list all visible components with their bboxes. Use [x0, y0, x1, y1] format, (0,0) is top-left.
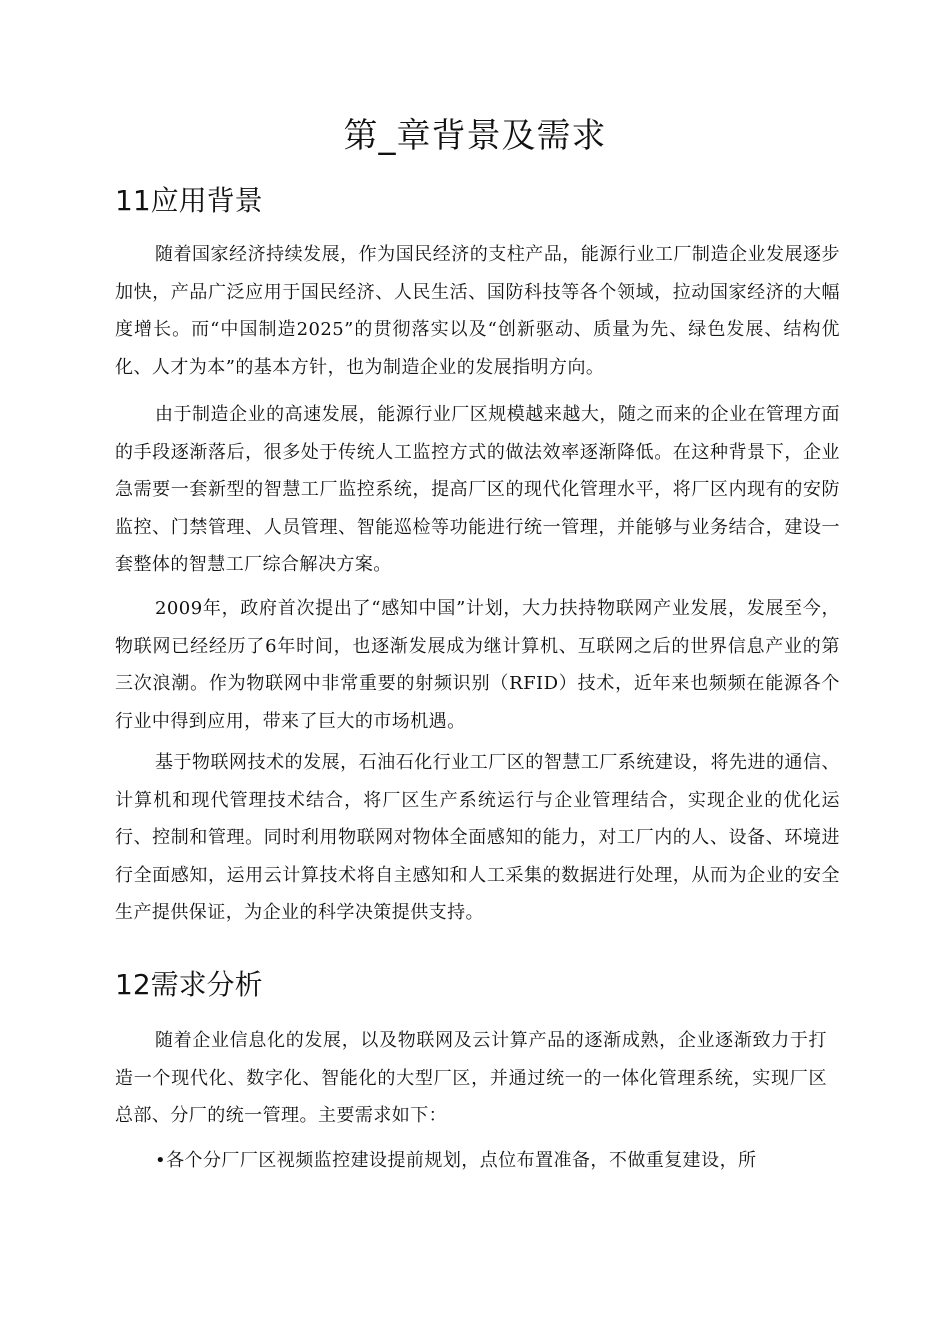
bullet-item: •各个分厂厂区视频监控建设提前规划，点位布置准备，不做重复建设，所: [155, 1150, 757, 1171]
paragraph: 随着国家经济持续发展，作为国民经济的支柱产品，能源行业工厂制造企业发展逐步加快，产品广泛应用于国民经济、人民生活、国防科技等各个领域，拉动国家经济的大幅度增长。而“中国制造2025”的贯彻落实以及“创新驱动、质量为先、绿色发展、结构优化、人才为本”的基本方针，也为制造企业的发展指明方向。: [115, 244, 840, 378]
paragraph: 基于物联网技术的发展，石油石化行业工厂区的智慧工厂系统建设，将先进的通信、计算机和现代管理技术结合，将厂区生产系统运行与企业管理结合，实现企业的优化运行、控制和管理。同时利用物联网对物体全面感知的能力，对工厂内的人、设备、环境进行全面感知，运用云计算技术将自主感知和人工采集的数据进行处理，从而为企业的安全生产提供保证，为企业的科学决策提供支持。: [115, 752, 840, 923]
section-heading-application-background: 11应用背景: [115, 184, 263, 217]
chapter-title: 第_章背景及需求: [343, 116, 607, 156]
section-heading-requirements-analysis: 12需求分析: [115, 968, 263, 1001]
paragraph: 2009年，政府首次提出了“感知中国”计划，大力扶持物联网产业发展，发展至今，物联网已经经历了6年时间，也逐渐发展成为继计算机、互联网之后的世界信息产业的第三次浪潮。作为物联网中非常重要的射频识别（RFID）技术，近年来也频频在能源各个行业中得到应用，带来了巨大的市场机遇。: [115, 598, 840, 732]
paragraph: 随着企业信息化的发展，以及物联网及云计算产品的逐渐成熟，企业逐渐致力于打造一个现代化、数字化、智能化的大型厂区，并通过统一的一体化管理系统，实现厂区总部、分厂的统一管理。主要需求如下：: [115, 1030, 827, 1126]
paragraph: 由于制造企业的高速发展，能源行业厂区规模越来越大，随之而来的企业在管理方面的手段逐渐落后，很多处于传统人工监控方式的做法效率逐渐降低。在这种背景下，企业急需要一套新型的智慧工厂监控系统，提高厂区的现代化管理水平，将厂区内现有的安防监控、门禁管理、人员管理、智能巡检等功能进行统一管理，并能够与业务结合，建设一套整体的智慧工厂综合解决方案。: [115, 404, 840, 575]
